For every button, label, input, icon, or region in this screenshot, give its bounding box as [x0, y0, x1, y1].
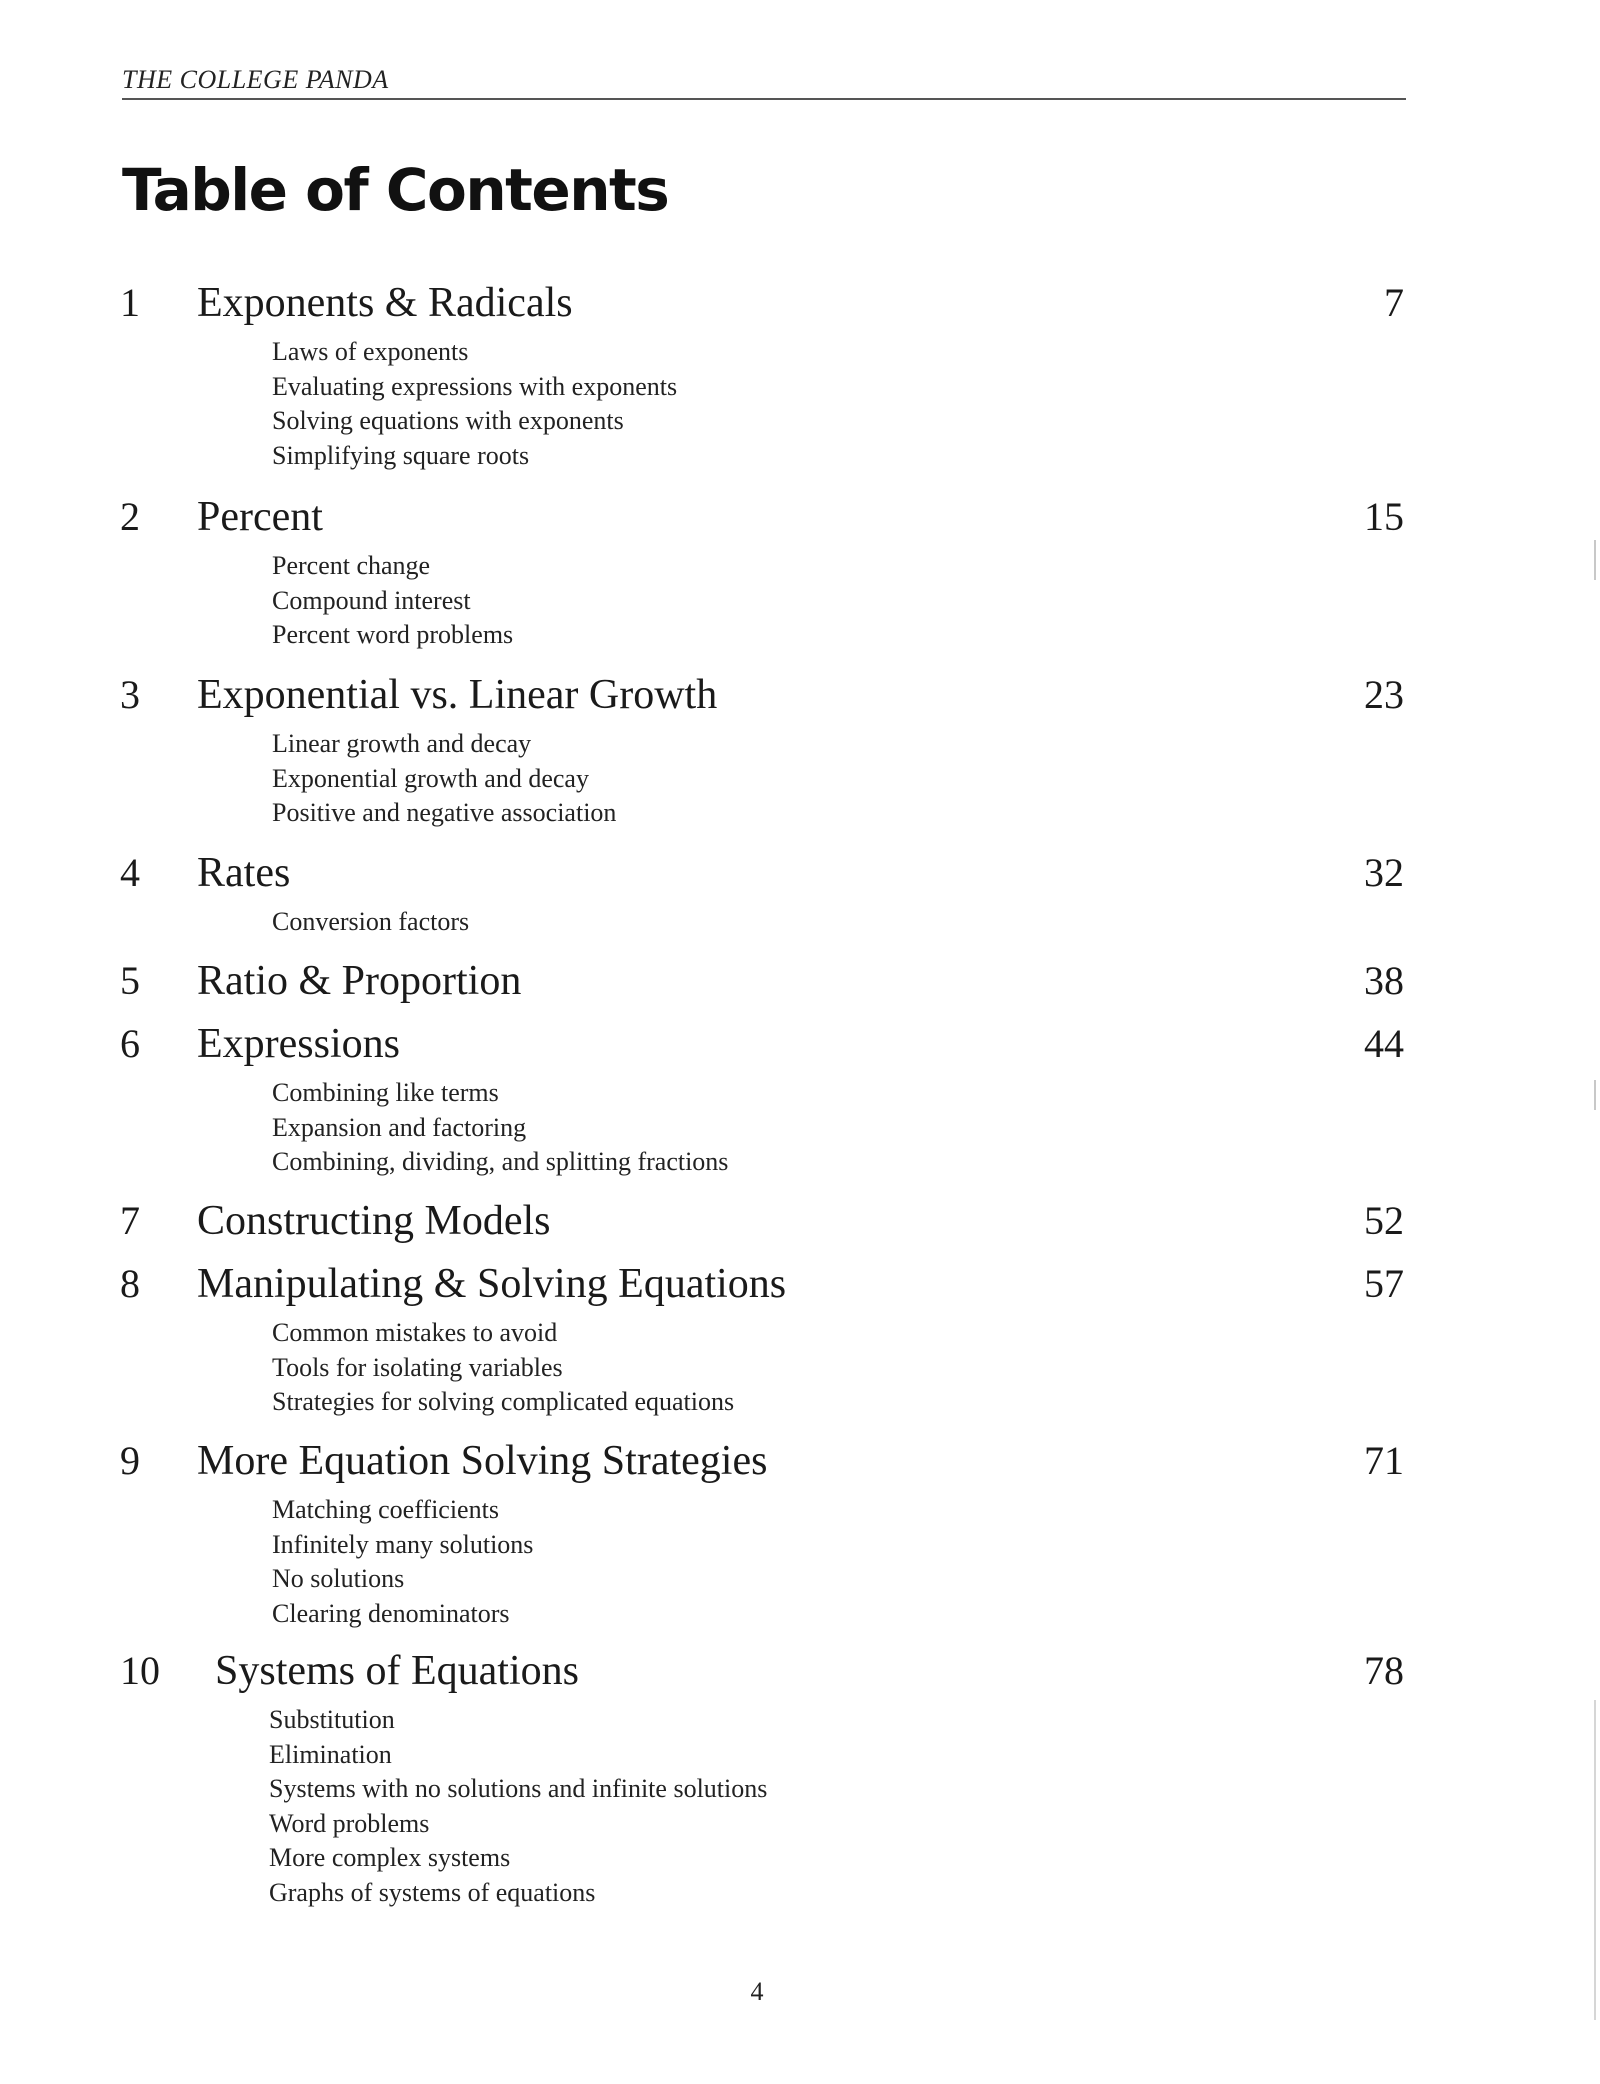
- chapter-title: Systems of Equations: [215, 1648, 579, 1694]
- chapter-title: Constructing Models: [197, 1198, 551, 1244]
- chapter-number: 1: [120, 280, 140, 325]
- page-number: 4: [750, 1977, 764, 2006]
- subtopic: More complex systems: [269, 1843, 511, 1872]
- subtopic-list: [0, 1316, 1600, 1420]
- subtopic: Exponential growth and decay: [272, 763, 589, 793]
- subtopic-list: [0, 1493, 1600, 1631]
- subtopic: Simplifying square roots: [272, 440, 530, 470]
- chapter-heading-row: [0, 1256, 1600, 1312]
- toc-chapter-2[interactable]: [0, 489, 1600, 653]
- chapter-heading-row: [0, 1433, 1600, 1489]
- chapter-heading-row: [0, 845, 1600, 901]
- subtopic: Combining, dividing, and splitting fractions: [272, 1147, 729, 1176]
- scan-edge-mark: [1594, 1080, 1596, 1110]
- chapter-page-number: 7: [1384, 280, 1404, 325]
- chapter-title: Expressions: [197, 1021, 400, 1067]
- subtopic: Compound interest: [272, 585, 471, 615]
- subtopic-list: [0, 1076, 1600, 1180]
- toc-chapter-3[interactable]: [0, 667, 1600, 831]
- subtopic: Evaluating expressions with exponents: [272, 371, 678, 401]
- subtopic: Elimination: [269, 1739, 392, 1769]
- chapter-page-number: 38: [1364, 958, 1404, 1003]
- subtopic: Common mistakes to avoid: [272, 1318, 558, 1347]
- subtopic: Strategies for solving complicated equations: [272, 1387, 735, 1416]
- chapter-number: 8: [120, 1261, 140, 1306]
- subtopic: Word problems: [269, 1808, 430, 1838]
- toc-chapter-9[interactable]: [0, 1433, 1600, 1631]
- chapter-title: Exponents & Radicals: [197, 280, 573, 326]
- toc-chapter-5[interactable]: [0, 953, 1600, 1009]
- subtopic: Linear growth and decay: [272, 729, 532, 758]
- chapter-heading-row: [0, 489, 1600, 545]
- subtopic: Positive and negative association: [272, 798, 617, 827]
- chapter-heading-row: [0, 953, 1600, 1009]
- chapter-page-number: 23: [1364, 672, 1404, 717]
- chapter-page-number: 15: [1364, 494, 1404, 539]
- running-head-text: THE COLLEGE PANDA: [122, 65, 389, 94]
- subtopic: Substitution: [269, 1705, 395, 1734]
- subtopic-list: [0, 905, 1600, 940]
- chapter-page-number: 78: [1364, 1648, 1404, 1693]
- chapter-page-number: 52: [1364, 1198, 1404, 1243]
- toc-chapter-7[interactable]: [0, 1193, 1600, 1249]
- subtopic: Percent change: [272, 551, 431, 580]
- subtopic: Infinitely many solutions: [272, 1529, 534, 1559]
- subtopic: Combining like terms: [272, 1078, 499, 1107]
- chapter-number: 7: [120, 1198, 140, 1243]
- chapter-title: More Equation Solving Strategies: [197, 1438, 768, 1484]
- chapter-number: 9: [120, 1438, 140, 1483]
- chapter-title: Percent: [197, 494, 323, 540]
- chapter-page-number: 57: [1364, 1261, 1404, 1306]
- chapter-heading-row: [0, 667, 1600, 723]
- subtopic: Laws of exponents: [272, 337, 469, 366]
- toc-chapter-4[interactable]: [0, 845, 1600, 940]
- subtopic-list: [0, 335, 1600, 473]
- chapter-title: Exponential vs. Linear Growth: [197, 672, 718, 718]
- scan-edge-mark: [1594, 1700, 1596, 2020]
- subtopic-list: [0, 549, 1600, 653]
- chapter-number: 4: [120, 850, 140, 895]
- toc-chapter-10[interactable]: [0, 1643, 1600, 1910]
- subtopic: Clearing denominators: [272, 1598, 510, 1628]
- chapter-title: Manipulating & Solving Equations: [197, 1261, 787, 1307]
- chapter-number: 3: [120, 672, 140, 717]
- subtopic: Conversion factors: [272, 907, 470, 936]
- chapter-page-number: 71: [1364, 1438, 1404, 1483]
- chapter-page-number: 32: [1364, 850, 1404, 895]
- toc-chapter-6[interactable]: [0, 1016, 1600, 1180]
- subtopic: Matching coefficients: [272, 1495, 499, 1524]
- chapter-number: 10: [120, 1648, 160, 1693]
- chapter-page-number: 44: [1364, 1021, 1404, 1066]
- chapter-title: Rates: [197, 850, 291, 896]
- toc-chapter-1[interactable]: [0, 275, 1600, 473]
- subtopic-list: [0, 1703, 1600, 1910]
- subtopic: No solutions: [272, 1564, 405, 1593]
- subtopic: Graphs of systems of equations: [269, 1877, 596, 1907]
- chapter-number: 2: [120, 494, 140, 539]
- page-title: Table of Contents: [122, 156, 669, 224]
- subtopic-list: [0, 727, 1600, 831]
- chapter-heading-row: [0, 1016, 1600, 1072]
- chapter-number: 5: [120, 958, 140, 1003]
- chapter-heading-row: [0, 1643, 1600, 1699]
- chapter-number: 6: [120, 1021, 140, 1066]
- scan-edge-mark: [1594, 540, 1596, 580]
- subtopic: Expansion and factoring: [272, 1112, 527, 1142]
- chapter-heading-row: [0, 1193, 1600, 1249]
- subtopic: Solving equations with exponents: [272, 406, 624, 435]
- subtopic: Tools for isolating variables: [272, 1352, 563, 1382]
- chapter-title: Ratio & Proportion: [197, 958, 522, 1004]
- subtopic: Systems with no solutions and infinite solutions: [269, 1774, 768, 1803]
- subtopic: Percent word problems: [272, 620, 514, 649]
- chapter-heading-row: [0, 275, 1600, 331]
- toc-chapter-8[interactable]: [0, 1256, 1600, 1420]
